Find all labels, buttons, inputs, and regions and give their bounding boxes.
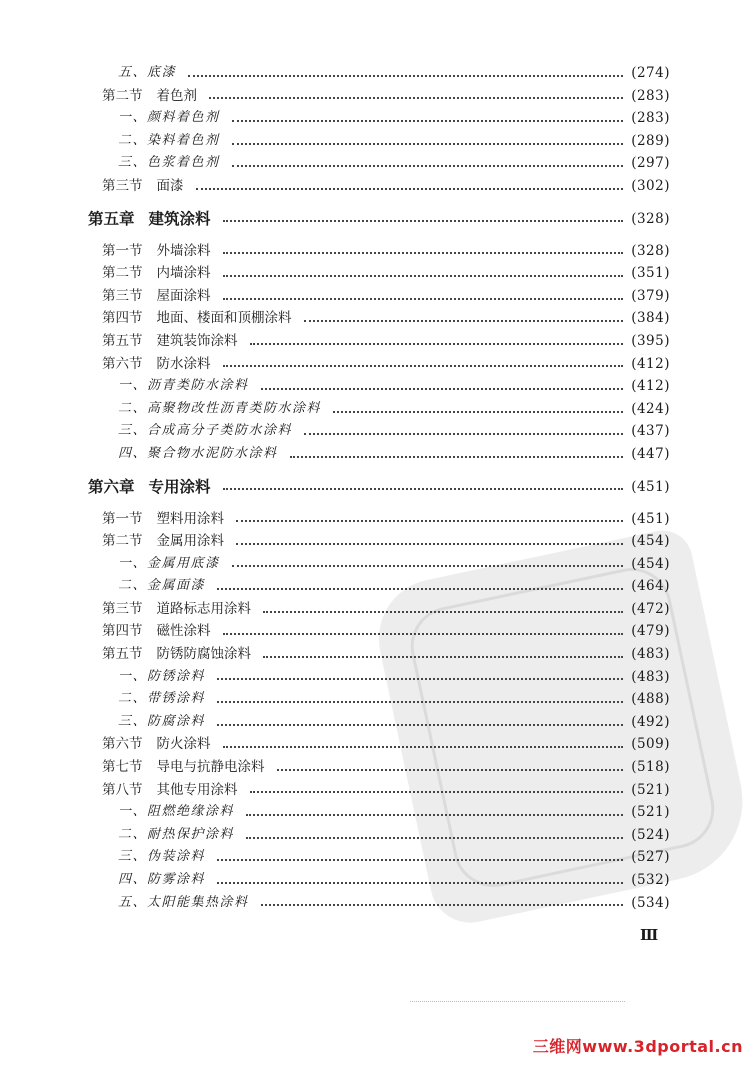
toc-page-number: (483)	[631, 668, 670, 685]
dot-leader	[263, 610, 623, 613]
toc-page-number: (384)	[631, 310, 670, 327]
toc-entry-label	[88, 779, 246, 802]
toc-item-row	[88, 443, 670, 466]
toc-page-number: (447)	[631, 445, 670, 462]
toc-entry-label	[88, 508, 232, 531]
dot-leader	[217, 700, 623, 703]
toc-page-number: (521)	[631, 804, 670, 821]
dot-leader	[232, 564, 624, 567]
toc-entry-title: 一、金属用底漆	[118, 555, 220, 571]
toc-page-number: (274)	[631, 65, 670, 81]
toc-item-row	[88, 107, 670, 130]
toc-entry-title: 三、伪装涂料	[118, 849, 206, 865]
toc-entry-label	[88, 530, 232, 553]
toc-section-row	[88, 307, 670, 330]
toc-page-number: (524)	[631, 826, 670, 843]
toc-entry-title: 二、高聚物改性沥青类防水涂料	[118, 400, 322, 416]
toc-entry-label	[88, 398, 329, 421]
toc-entry-title: 地面、楼面和顶棚涂料	[156, 310, 292, 327]
toc-page-number: (521)	[631, 781, 670, 798]
toc-entry-title: 防锈防腐蚀涂料	[156, 646, 251, 663]
toc-entry-title: 一、防锈涂料	[118, 668, 206, 684]
toc-page-number: (283)	[631, 110, 670, 127]
toc-entry-label	[88, 375, 257, 398]
toc-section-row	[88, 330, 670, 353]
dot-leader	[263, 655, 623, 658]
toc-entry-label	[88, 202, 219, 236]
dot-leader	[232, 164, 624, 167]
toc-entry-title: 一、阻燃绝缘涂料	[118, 804, 235, 820]
toc-section-row	[88, 175, 670, 198]
toc-entry-label	[88, 620, 219, 643]
dot-leader	[209, 96, 623, 99]
toc-item-row	[88, 824, 670, 847]
dot-leader	[217, 881, 623, 884]
toc-item-row	[88, 62, 670, 85]
toc-entry-title: 道路标志用涂料	[156, 600, 251, 617]
toc-entry-label	[88, 824, 242, 847]
toc-item-row	[88, 130, 670, 153]
dot-leader	[223, 745, 624, 748]
toc-entry-title: 五、底漆	[118, 65, 177, 80]
toc-entry-label	[88, 575, 213, 598]
toc-entry-title: 四、防雾涂料	[118, 872, 206, 887]
dot-leader	[223, 274, 624, 277]
dot-leader	[333, 410, 623, 413]
toc-item-row	[88, 575, 670, 598]
toc-entry-number: 第二节	[102, 265, 143, 282]
toc-entry-label	[88, 711, 213, 734]
toc-entry-label	[88, 62, 184, 85]
toc-entry-title: 专用涂料	[148, 477, 211, 496]
toc-page-number: (437)	[631, 423, 670, 440]
toc-entry-number: 第三节	[102, 177, 143, 194]
toc-entry-label	[88, 666, 213, 689]
toc-page-number: (289)	[631, 132, 670, 149]
toc-item-row	[88, 398, 670, 421]
toc-item-row	[88, 846, 670, 869]
toc-page-number: (454)	[631, 555, 670, 572]
dot-leader	[304, 319, 624, 322]
toc-entry-number: 第三节	[102, 600, 143, 617]
toc-page-number: (527)	[631, 849, 670, 866]
toc-entry-title: 屋面涂料	[156, 287, 211, 304]
toc-item-row	[88, 420, 670, 443]
toc-section-row	[88, 756, 670, 779]
dot-leader	[223, 297, 624, 300]
toc-entry-number: 第六章	[88, 477, 135, 496]
toc-page-number: (479)	[631, 623, 670, 640]
dot-leader	[236, 519, 623, 522]
toc-entry-title: 五、太阳能集热涂料	[118, 894, 249, 910]
table-of-contents	[88, 62, 670, 914]
toc-section-row	[88, 643, 670, 666]
toc-entry-label	[88, 553, 228, 576]
dot-leader	[223, 487, 624, 490]
dot-leader	[217, 723, 623, 726]
toc-entry-label	[88, 107, 228, 130]
toc-entry-number: 第四节	[102, 310, 143, 327]
toc-page-number: (328)	[631, 242, 670, 259]
toc-entry-title: 金属用涂料	[156, 533, 224, 550]
toc-entry-label	[88, 420, 300, 443]
toc-entry-title: 防火涂料	[156, 736, 211, 753]
toc-entry-title: 二、耐热保护涂料	[118, 826, 235, 842]
toc-entry-title: 一、颜料着色剂	[118, 110, 220, 126]
toc-page-number: (379)	[631, 287, 670, 304]
toc-entry-label	[88, 443, 286, 466]
toc-entry-label	[88, 846, 213, 869]
toc-entry-label	[88, 175, 192, 198]
toc-page-number: (534)	[631, 894, 670, 911]
toc-entry-label	[88, 152, 228, 175]
toc-page-number: (488)	[631, 691, 670, 708]
toc-entry-number: 第二节	[102, 87, 143, 104]
toc-page-number: (454)	[631, 533, 670, 550]
toc-page-number: (472)	[631, 600, 670, 617]
toc-chapter-row	[88, 470, 670, 504]
toc-entry-title: 二、带锈涂料	[118, 691, 206, 707]
toc-entry-label	[88, 756, 273, 779]
toc-entry-number: 第五节	[102, 646, 143, 663]
toc-page-number: (412)	[631, 355, 670, 372]
toc-entry-number: 第二节	[102, 533, 143, 550]
toc-entry-number: 第五章	[88, 209, 135, 228]
toc-entry-title: 四、聚合物水泥防水涂料	[118, 445, 278, 461]
toc-entry-number: 第一节	[102, 510, 143, 527]
toc-page-number: (395)	[631, 332, 670, 349]
toc-entry-title: 其他专用涂料	[156, 781, 238, 798]
dot-leader	[277, 768, 624, 771]
dot-leader	[232, 119, 624, 122]
dot-leader	[246, 813, 623, 816]
toc-entry-label	[88, 801, 242, 824]
toc-section-row	[88, 240, 670, 263]
dot-leader	[196, 187, 624, 190]
toc-entry-label	[88, 688, 213, 711]
footer-scan-mark	[410, 1000, 625, 1002]
toc-entry-title: 导电与抗静电涂料	[156, 759, 265, 776]
dot-leader	[223, 251, 624, 254]
toc-entry-title: 二、染料着色剂	[118, 132, 220, 148]
dot-leader	[304, 432, 623, 435]
toc-entry-title: 三、色浆着色剂	[118, 155, 220, 171]
dot-leader	[217, 677, 623, 680]
toc-entry-number: 第八节	[102, 781, 143, 798]
toc-entry-number: 第四节	[102, 623, 143, 640]
page-folio: Ⅲ	[640, 926, 658, 944]
dot-leader	[250, 790, 624, 793]
dot-leader	[232, 142, 624, 145]
toc-page-number: (451)	[631, 510, 670, 527]
toc-entry-label	[88, 285, 219, 308]
toc-page-number: (451)	[631, 478, 670, 495]
toc-item-row	[88, 688, 670, 711]
toc-entry-title: 外墙涂料	[156, 242, 211, 259]
toc-entry-label	[88, 470, 219, 504]
dot-leader	[261, 387, 624, 390]
toc-section-row	[88, 285, 670, 308]
toc-entry-number: 第六节	[102, 736, 143, 753]
toc-page-number: (483)	[631, 646, 670, 663]
toc-page-number: (424)	[631, 400, 670, 417]
toc-page-number: (302)	[631, 177, 670, 194]
toc-entry-label	[88, 85, 205, 108]
toc-entry-label	[88, 330, 246, 353]
toc-entry-title: 一、沥青类防水涂料	[118, 378, 249, 394]
toc-entry-title: 塑料用涂料	[156, 510, 224, 527]
site-watermark: 三维网www.3dportal.cn	[532, 1037, 743, 1056]
toc-page-number: (297)	[631, 155, 670, 172]
toc-entry-label	[88, 733, 219, 756]
toc-entry-title: 面漆	[156, 177, 184, 194]
dot-leader	[246, 836, 623, 839]
dot-leader	[223, 632, 624, 635]
toc-section-row	[88, 353, 670, 376]
toc-item-row	[88, 666, 670, 689]
toc-page-number: (509)	[631, 736, 670, 753]
toc-section-row	[88, 262, 670, 285]
toc-entry-number: 第一节	[102, 242, 143, 259]
toc-item-row	[88, 152, 670, 175]
toc-entry-number: 第五节	[102, 332, 143, 349]
dot-leader	[261, 903, 624, 906]
toc-entry-label	[88, 643, 259, 666]
dot-leader	[290, 455, 624, 458]
toc-item-row	[88, 892, 670, 915]
toc-chapter-row	[88, 202, 670, 236]
toc-entry-title: 防水涂料	[156, 355, 211, 372]
toc-item-row	[88, 801, 670, 824]
toc-item-row	[88, 375, 670, 398]
toc-entry-title: 二、金属面漆	[118, 578, 206, 594]
toc-entry-title: 磁性涂料	[156, 623, 211, 640]
toc-page-number: (328)	[631, 210, 670, 227]
toc-entry-label	[88, 892, 257, 915]
toc-entry-number: 第三节	[102, 287, 143, 304]
toc-entry-label	[88, 869, 213, 892]
toc-page-number: (412)	[631, 378, 670, 395]
toc-entry-label	[88, 130, 228, 153]
toc-item-row	[88, 553, 670, 576]
toc-entry-label	[88, 353, 219, 376]
toc-entry-title: 三、合成高分子类防水涂料	[118, 423, 293, 439]
toc-page-number: (464)	[631, 578, 670, 595]
toc-section-row	[88, 598, 670, 621]
toc-entry-label	[88, 307, 300, 330]
toc-page-number: (283)	[631, 87, 670, 104]
toc-entry-label	[88, 240, 219, 263]
dot-leader	[217, 858, 623, 861]
toc-page-number: (351)	[631, 265, 670, 282]
toc-entry-number: 第六节	[102, 355, 143, 372]
toc-page-number: (518)	[631, 759, 670, 776]
toc-section-row	[88, 530, 670, 553]
toc-entry-title: 着色剂	[156, 87, 197, 104]
toc-page-number: (492)	[631, 713, 670, 730]
toc-item-row	[88, 711, 670, 734]
dot-leader	[188, 74, 623, 77]
toc-section-row	[88, 733, 670, 756]
dot-leader	[250, 342, 624, 345]
toc-entry-title: 建筑涂料	[148, 209, 211, 228]
toc-entry-title: 三、防腐涂料	[118, 713, 206, 729]
toc-entry-number: 第七节	[102, 759, 143, 776]
toc-entry-title: 内墙涂料	[156, 265, 211, 282]
dot-leader	[223, 364, 624, 367]
toc-entry-title: 建筑装饰涂料	[156, 332, 238, 349]
toc-section-row	[88, 620, 670, 643]
dot-leader	[236, 542, 623, 545]
dot-leader	[223, 219, 624, 222]
toc-section-row	[88, 508, 670, 531]
toc-entry-label	[88, 262, 219, 285]
toc-item-row	[88, 869, 670, 892]
dot-leader	[217, 587, 623, 590]
toc-section-row	[88, 85, 670, 108]
toc-page-number: (532)	[631, 872, 670, 888]
toc-section-row	[88, 779, 670, 802]
toc-entry-label	[88, 598, 259, 621]
